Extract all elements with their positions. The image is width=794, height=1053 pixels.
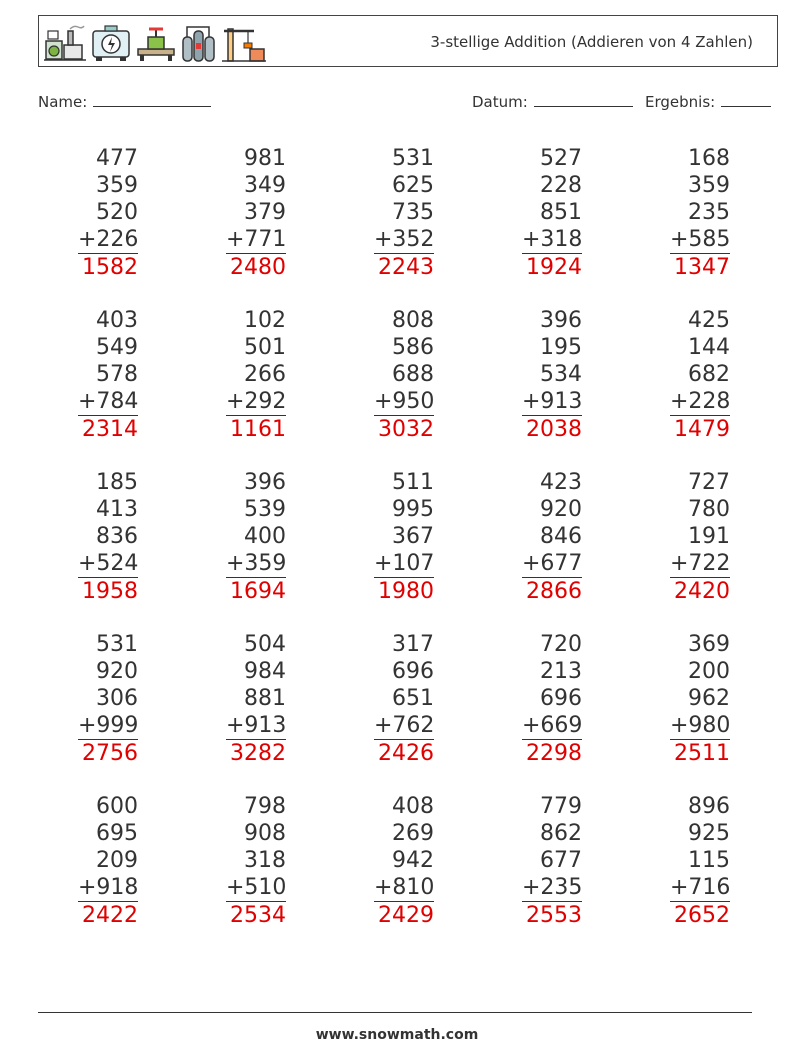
addend-a: 531	[96, 632, 138, 657]
addend-c: 209	[96, 848, 138, 873]
addend-a: 168	[688, 146, 730, 171]
answer-value: 2420	[670, 577, 730, 605]
problem-5-2	[226, 793, 286, 929]
addend-b: 501	[244, 335, 286, 360]
addend-c: 115	[688, 848, 730, 873]
name-field	[38, 92, 211, 112]
answer-value: 1347	[670, 253, 730, 281]
addend-d: +913	[226, 713, 287, 738]
answer-value: 2511	[670, 739, 730, 767]
name-label: Name:	[38, 93, 88, 111]
addend-a: 185	[96, 470, 138, 495]
problem-3-4	[522, 469, 582, 605]
answer-value: 2314	[78, 415, 138, 443]
addend-d: +235	[522, 875, 583, 900]
addend-b: 908	[244, 821, 286, 846]
addend-b: 413	[96, 497, 138, 522]
addend-b: 200	[688, 659, 730, 684]
addend-c: 677	[540, 848, 582, 873]
answer-value: 1958	[78, 577, 138, 605]
addend-a: 423	[540, 470, 582, 495]
addend-d: +226	[78, 227, 139, 252]
addend-b: 359	[688, 173, 730, 198]
problem-4-1	[78, 631, 138, 767]
problem-4-4	[522, 631, 582, 767]
problem-3-5	[670, 469, 730, 605]
addend-d: +716	[670, 875, 731, 900]
addend-b: 780	[688, 497, 730, 522]
addend-a: 102	[244, 308, 286, 333]
problem-1-1	[78, 145, 138, 281]
addend-b: 695	[96, 821, 138, 846]
answer-value: 2866	[522, 577, 582, 605]
addend-a: 317	[392, 632, 434, 657]
answer-value: 2298	[522, 739, 582, 767]
header-icons	[44, 21, 266, 63]
addend-b: 920	[96, 659, 138, 684]
addend-b: 586	[392, 335, 434, 360]
addend-d: +784	[78, 389, 139, 414]
addend-d: +292	[226, 389, 287, 414]
addend-d: +318	[522, 227, 583, 252]
problem-1-5	[670, 145, 730, 281]
factory-icon	[44, 23, 86, 63]
addend-a: 600	[96, 794, 138, 819]
addend-c: 266	[244, 362, 286, 387]
date-field	[472, 92, 633, 112]
problem-2-4	[522, 307, 582, 443]
problem-1-4	[522, 145, 582, 281]
problem-3-1	[78, 469, 138, 605]
addend-d: +950	[374, 389, 435, 414]
addend-c: 379	[244, 200, 286, 225]
answer-value: 2429	[374, 901, 434, 929]
date-blank-line[interactable]	[534, 92, 633, 107]
problem-5-3	[374, 793, 434, 929]
addend-c: 851	[540, 200, 582, 225]
addend-c: 836	[96, 524, 138, 549]
addend-d: +669	[522, 713, 583, 738]
addend-b: 984	[244, 659, 286, 684]
problem-5-5	[670, 793, 730, 929]
addend-d: +677	[522, 551, 583, 576]
addend-b: 696	[392, 659, 434, 684]
addend-c: 520	[96, 200, 138, 225]
problem-3-3	[374, 469, 434, 605]
worksheet-title: 3-stellige Addition (Addieren von 4 Zahlen)	[430, 33, 753, 51]
addend-c: 235	[688, 200, 730, 225]
footer-url[interactable]: www.snowmath.com	[315, 1027, 479, 1043]
addend-b: 539	[244, 497, 286, 522]
addend-c: 942	[392, 848, 434, 873]
addend-c: 578	[96, 362, 138, 387]
gas-tanks-icon	[180, 23, 218, 63]
addend-d: +352	[374, 227, 435, 252]
addend-d: +228	[670, 389, 731, 414]
answer-value: 1582	[78, 253, 138, 281]
addend-a: 504	[244, 632, 286, 657]
addend-a: 511	[392, 470, 434, 495]
addend-d: +585	[670, 227, 731, 252]
problem-4-3	[374, 631, 434, 767]
addend-c: 367	[392, 524, 434, 549]
crane-icon	[222, 23, 266, 63]
addend-b: 144	[688, 335, 730, 360]
name-blank-line[interactable]	[93, 92, 211, 107]
addend-a: 779	[540, 794, 582, 819]
addend-d: +510	[226, 875, 287, 900]
problem-1-2	[226, 145, 286, 281]
answer-value: 2243	[374, 253, 434, 281]
problem-1-3	[374, 145, 434, 281]
addend-a: 408	[392, 794, 434, 819]
answer-value: 2553	[522, 901, 582, 929]
problem-2-5	[670, 307, 730, 443]
problem-2-2	[226, 307, 286, 443]
answer-value: 2534	[226, 901, 286, 929]
addend-b: 995	[392, 497, 434, 522]
addend-b: 359	[96, 173, 138, 198]
problem-5-4	[522, 793, 582, 929]
answer-value: 2652	[670, 901, 730, 929]
addend-a: 396	[244, 470, 286, 495]
answer-value: 2038	[522, 415, 582, 443]
answer-value: 2756	[78, 739, 138, 767]
addend-a: 369	[688, 632, 730, 657]
addend-d: +913	[522, 389, 583, 414]
addend-b: 862	[540, 821, 582, 846]
addend-a: 896	[688, 794, 730, 819]
addend-a: 798	[244, 794, 286, 819]
answer-value: 3282	[226, 739, 286, 767]
addend-c: 306	[96, 686, 138, 711]
addend-b: 549	[96, 335, 138, 360]
pipeline-valve-icon	[136, 23, 176, 63]
problem-2-3	[374, 307, 434, 443]
problem-5-1	[78, 793, 138, 929]
answer-value: 1694	[226, 577, 286, 605]
result-label: Ergebnis:	[645, 93, 716, 111]
answer-value: 1161	[226, 415, 286, 443]
addend-d: +771	[226, 227, 287, 252]
addend-b: 269	[392, 821, 434, 846]
addend-d: +980	[670, 713, 731, 738]
problem-4-5	[670, 631, 730, 767]
addend-d: +918	[78, 875, 139, 900]
addend-d: +722	[670, 551, 731, 576]
addend-c: 881	[244, 686, 286, 711]
answer-value: 1479	[670, 415, 730, 443]
addend-d: +359	[226, 551, 287, 576]
addend-d: +524	[78, 551, 139, 576]
addend-b: 349	[244, 173, 286, 198]
addend-a: 720	[540, 632, 582, 657]
footer-divider	[38, 1012, 752, 1013]
answer-value: 2426	[374, 739, 434, 767]
addend-b: 213	[540, 659, 582, 684]
answer-value: 2480	[226, 253, 286, 281]
addend-c: 400	[244, 524, 286, 549]
addend-a: 403	[96, 308, 138, 333]
date-label: Datum:	[472, 93, 528, 111]
answer-value: 1924	[522, 253, 582, 281]
answer-value: 2422	[78, 901, 138, 929]
addend-a: 808	[392, 308, 434, 333]
addend-b: 625	[392, 173, 434, 198]
addend-a: 727	[688, 470, 730, 495]
result-field	[645, 92, 771, 112]
addend-b: 920	[540, 497, 582, 522]
addend-b: 925	[688, 821, 730, 846]
addend-d: +810	[374, 875, 435, 900]
addend-c: 688	[392, 362, 434, 387]
answer-value: 1980	[374, 577, 434, 605]
addend-c: 191	[688, 524, 730, 549]
addend-c: 651	[392, 686, 434, 711]
addend-a: 981	[244, 146, 286, 171]
addend-c: 318	[244, 848, 286, 873]
problem-2-1	[78, 307, 138, 443]
addend-a: 477	[96, 146, 138, 171]
addend-a: 531	[392, 146, 434, 171]
result-blank-line[interactable]	[721, 92, 771, 107]
addend-a: 396	[540, 308, 582, 333]
addend-c: 534	[540, 362, 582, 387]
addend-a: 527	[540, 146, 582, 171]
power-generator-icon	[90, 23, 132, 63]
addend-c: 846	[540, 524, 582, 549]
addend-c: 735	[392, 200, 434, 225]
header-box	[38, 15, 778, 67]
addend-d: +999	[78, 713, 139, 738]
problem-3-2	[226, 469, 286, 605]
addend-c: 696	[540, 686, 582, 711]
answer-value: 3032	[374, 415, 434, 443]
addend-b: 228	[540, 173, 582, 198]
addend-a: 425	[688, 308, 730, 333]
addend-c: 682	[688, 362, 730, 387]
addend-b: 195	[540, 335, 582, 360]
addend-d: +107	[374, 551, 435, 576]
problem-4-2	[226, 631, 286, 767]
addend-c: 962	[688, 686, 730, 711]
addend-d: +762	[374, 713, 435, 738]
